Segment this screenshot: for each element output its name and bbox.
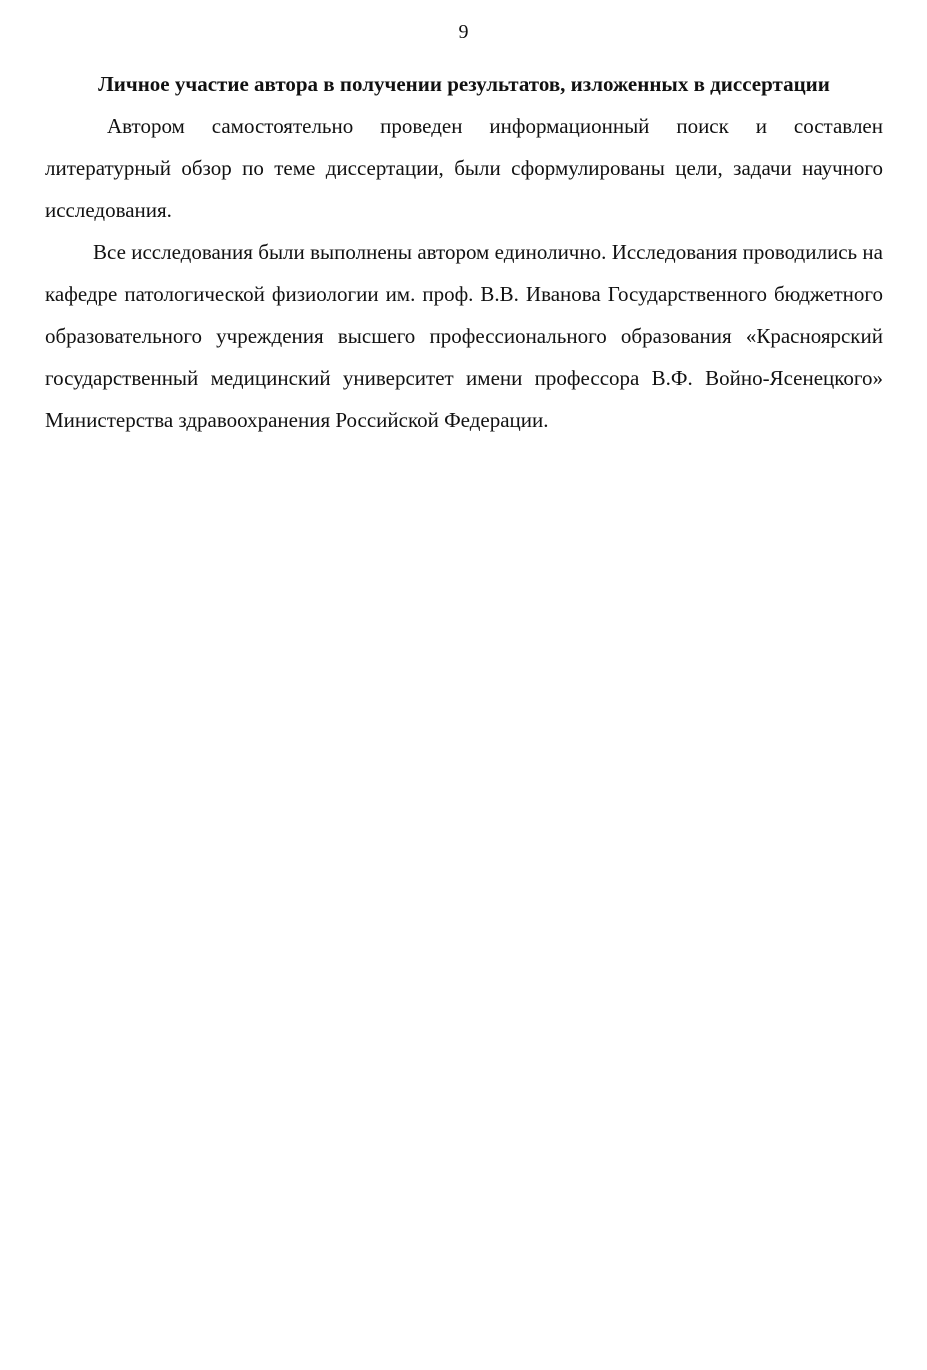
section-content [45,63,883,441]
page-number: 9 [458,21,469,43]
paragraph-search-review: Автором самостоятельно проведен информационный поиск и составлен литературный обзор по теме диссертации, были сформулированы цели, задачи научного исследования. [45,114,883,222]
section-heading: Личное участие автора в получении результатов, изложенных в диссертации [98,72,830,96]
paragraph-research-location: Все исследования были выполнены автором единолично. Исследования проводились на кафедре патологической физиологии им. проф. В.В. Иванова Государственного бюджетного образовательного учреждения высшего профессионального образования «Красноярский государственный медицинский университет имени профессора В.Ф. Войно-Ясенецкого» Министерства здравоохранения Российской Федерации. [45,240,883,432]
